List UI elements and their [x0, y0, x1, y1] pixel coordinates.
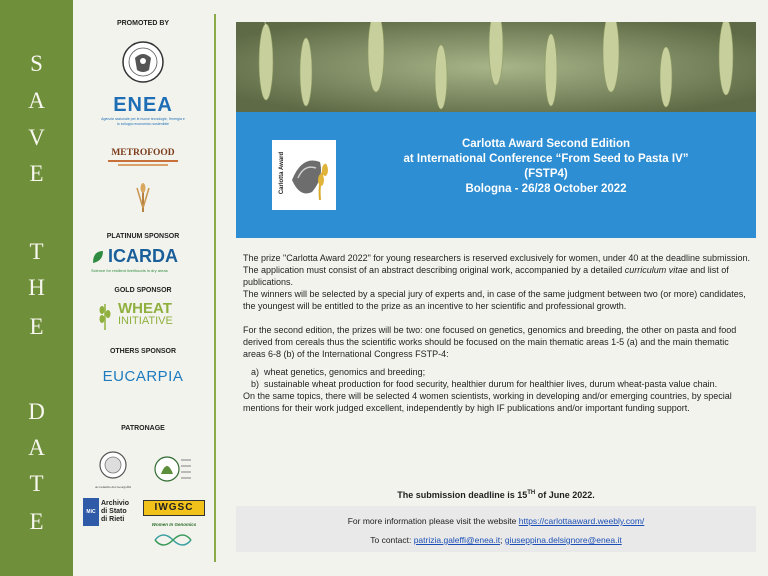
enea-logo-text: ENEA [113, 94, 173, 116]
contact-box [236, 506, 756, 552]
banner-title-line3: (FSTP4) [524, 168, 568, 180]
stripe-letter: E [29, 509, 44, 534]
georgofili-emblem-icon [98, 450, 128, 480]
email-link-delsignore[interactable]: giuseppina.delsignore@enea.it [504, 535, 622, 545]
sponsors-column [73, 0, 213, 576]
wheat-initiative-icon [95, 300, 115, 330]
paragraph-second-edition: For the second edition, the prizes will be two: one focused on genetics, genomics and breeding, the other on pasta and food derived from cereals thus the scientific works should be focused on the main thematic areas 1-5 (a) and the main thematic areas 6-8 (b) of the International Congress FSTP-4: [243, 325, 737, 359]
contact-row: To contact: patrizia.galeffi@enea.it; giuseppina.delsignore@enea.it [370, 535, 622, 545]
carlotta-award-logo-text: Carlotta Award [279, 151, 285, 195]
wheat-initiative-logo [95, 300, 195, 330]
stripe-letter: E [29, 161, 44, 186]
eucarpia-logo-text: EUCARPIA [102, 368, 184, 385]
archivio-line2: di Stato [101, 508, 127, 515]
stripe-letter: S [30, 51, 43, 76]
award-banner [236, 112, 756, 238]
wheat-ears-illustration [236, 22, 756, 112]
stripe-letter: T [29, 471, 44, 496]
list-item: a) wheat genetics, genomics and breeding; [251, 367, 426, 377]
archivio-line1: Archivio [101, 500, 130, 507]
women-in-genomics-label: Women In Genomics [151, 522, 197, 527]
others-sponsor-heading: OTHERS SPONSOR [109, 348, 177, 355]
banner-title-line4: Bologna - 26/28 October 2022 [465, 183, 627, 195]
georgofili-logo [83, 450, 143, 489]
stripe-letter: T [29, 239, 44, 264]
icarda-logo-text: ICARDA [108, 246, 178, 266]
gold-sponsor-heading: GOLD SPONSOR [114, 287, 172, 294]
banner-title-line2: at International Conference “From Seed to Pasta IV” [403, 153, 689, 165]
paragraph-eligibility: The prize "Carlotta Award 2022" for young researchers is reserved exclusively for women, under 40 at the deadline submission. The application must consist of an abstract describing original work, accompanied by a detailed curriculum vitae and list of publications. [243, 253, 750, 287]
banner-title-line1: Carlotta Award Second Edition [461, 138, 631, 150]
submission-deadline: The submission deadline is 15TH of June 2022. [397, 490, 595, 500]
banner-title [316, 137, 768, 197]
curriculum-vitae-emphasis: curriculum vitae [624, 265, 688, 275]
save-the-date-stripe [0, 0, 73, 576]
icarda-leaf-icon [91, 249, 105, 265]
enea-logo [101, 94, 185, 126]
body-text [243, 252, 753, 414]
patronage-emblem-icon [153, 452, 193, 486]
list-item: b) sustainable wheat production for food security, healthier durum for healthier lives, durum wheat-pasta value chain. [251, 379, 718, 389]
enea-logo-subtitle: Agenzia nazionale per le nuove tecnologie, l'energia e lo sviluppo economico sostenibile [101, 117, 185, 126]
stripe-letter: V [28, 125, 45, 150]
wheat-sheaf-icon [133, 182, 153, 214]
archivio-line3: di Rieti [101, 516, 125, 523]
website-row: For more information please visit the website https://carlottaaward.weebly.com/ [347, 516, 645, 526]
stripe-letter: D [28, 399, 45, 424]
icarda-logo [91, 246, 199, 273]
column-divider [214, 14, 216, 562]
georgofili-label: Accademia dei Georgofili [94, 485, 132, 489]
wheat-initiative-line2: INITIATIVE [118, 315, 173, 327]
stripe-letter: A [28, 88, 45, 113]
paragraph-special-mentions: On the same topics, there will be selected 4 women scientists, working in developing and/or emerging countries, by special mentions for their work judged excellent, independently by high IF publications and/or important funding support. [243, 391, 732, 413]
metrofood-logo [103, 148, 183, 166]
email-link-galeffi[interactable]: patrizia.galeffi@enea.it [413, 535, 501, 545]
stripe-letter: H [28, 275, 45, 300]
wheat-initiative-line1: WHEAT [118, 300, 172, 317]
paragraph-jury: The winners will be selected by a special jury of experts and, in case of the same judgment between two (or more) candidates, the youngest will be entitled to the prize as an incentive to her scientific and professional growth. [243, 289, 746, 311]
wheat-field-image [236, 22, 756, 112]
platinum-sponsor-heading: PLATINUM SPONSOR [106, 233, 180, 240]
stripe-letter: A [28, 435, 45, 460]
archivio-rieti-logo: MiC Archivio di Stato di Rieti [83, 498, 129, 526]
topics-list [243, 366, 753, 390]
iwgsc-logo-text: IWGSC [143, 500, 205, 516]
icarda-tagline: Science for resilient livelihoods in dry areas [91, 268, 168, 273]
patronage-heading: PATRONAGE [121, 425, 165, 432]
website-link[interactable]: https://carlottaaward.weebly.com/ [518, 516, 645, 526]
dna-helix-icon [153, 530, 193, 550]
promoted-by-heading: PROMOTED BY [116, 20, 170, 27]
metrofood-logo-text: METROFOOD [111, 148, 175, 158]
stripe-letter: E [29, 314, 44, 339]
university-seal-logo [121, 40, 165, 84]
